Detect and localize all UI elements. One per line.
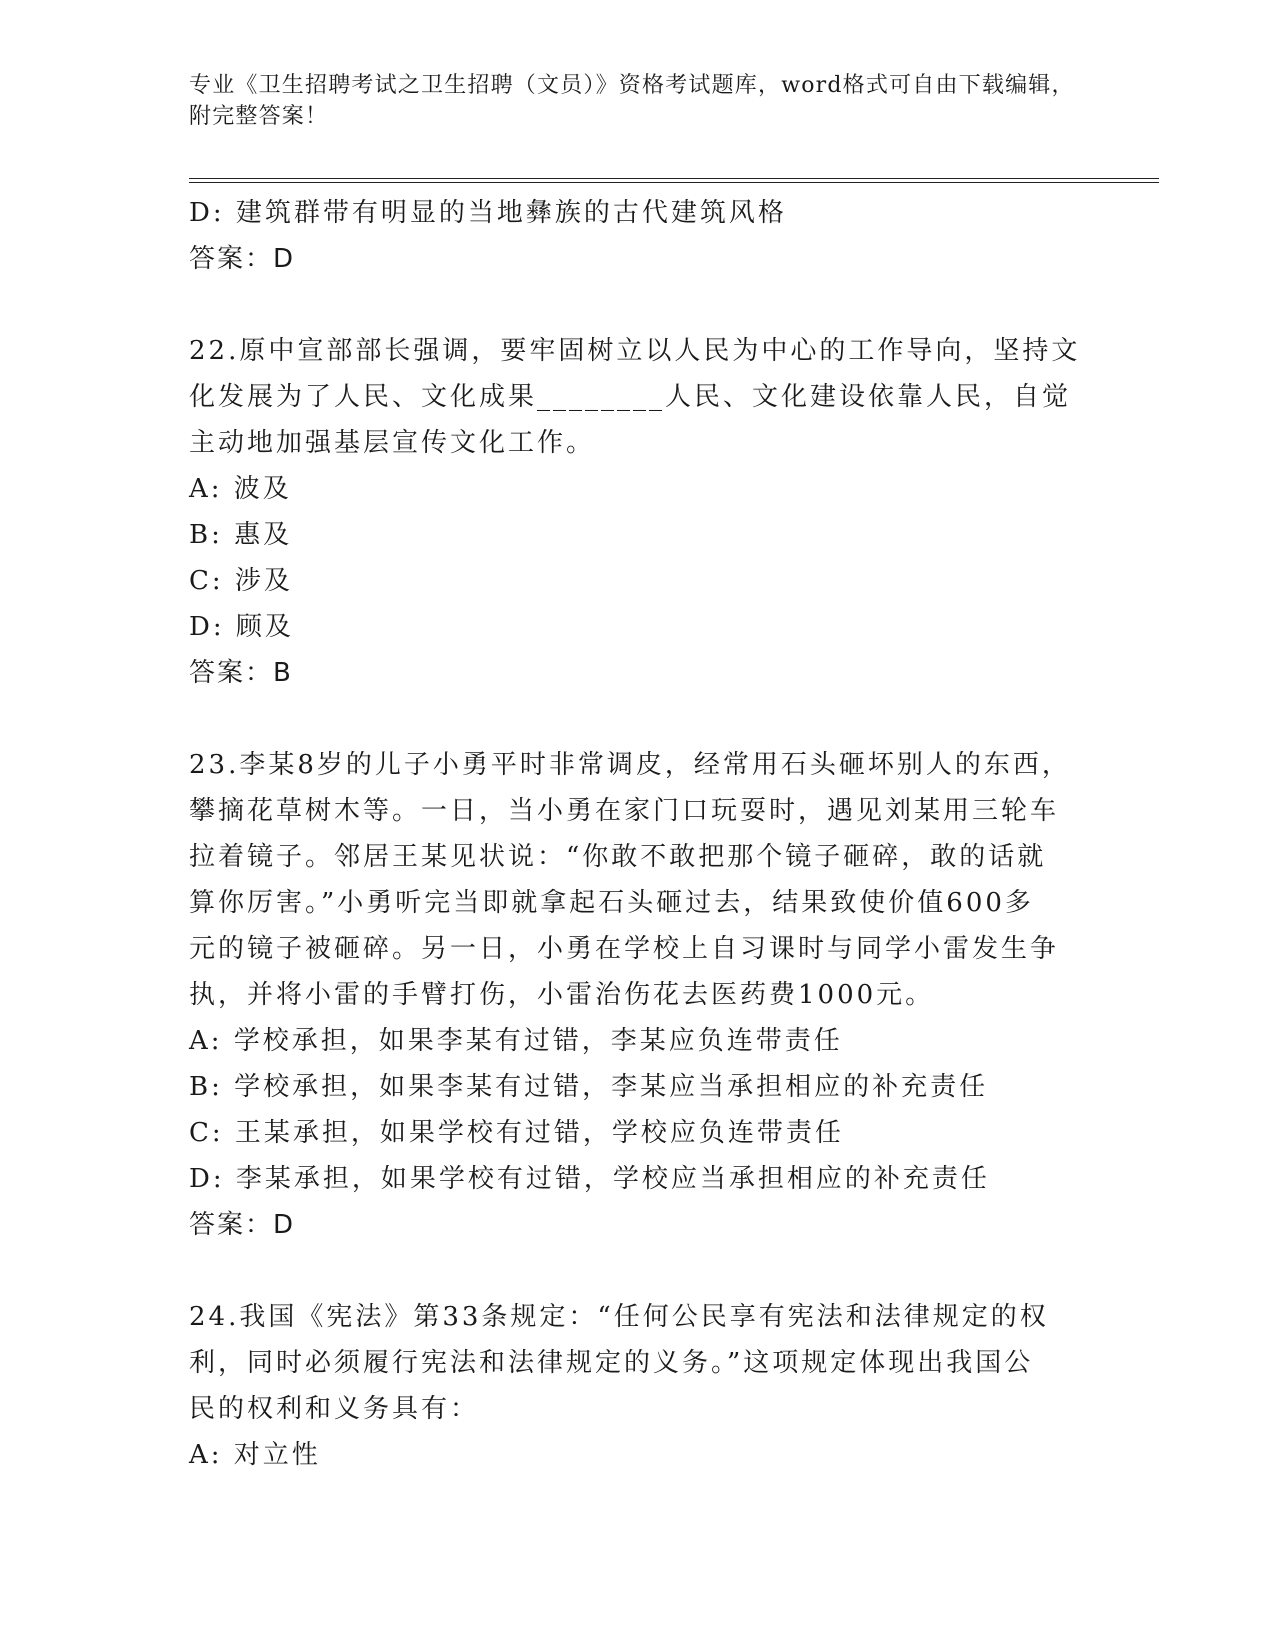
question-text: 算你厉害。”小勇听完当即就拿起石头砸过去，结果致使价值600多 xyxy=(189,888,1034,918)
question-text: 22.原中宣部部长强调，要牢固树立以人民为中心的工作导向，坚持文 xyxy=(189,336,1081,366)
question-text: 24.我国《宪法》第33条规定：“任何公民享有宪法和法律规定的权 xyxy=(189,1302,1049,1332)
option-d: D: 李某承担，如果学校有过错，学校应当承担相应的补充责任 xyxy=(189,1164,990,1194)
option-d: D: 顾及 xyxy=(189,612,294,642)
document-header: 专业《卫生招聘考试之卫生招聘（文员）》资格考试题库，word格式可自由下载编辑，附完整答案！ xyxy=(189,73,1075,129)
option-a: A: 波及 xyxy=(189,474,292,504)
question-text: 主动地加强基层宣传文化工作。 xyxy=(189,428,596,458)
question-text: 拉着镜子。邻居王某见状说：“你敢不敢把那个镜子砸碎，敢的话就 xyxy=(189,842,1047,872)
answer: 答案：D xyxy=(189,244,296,274)
question-content xyxy=(189,190,1089,1478)
question-text: 化发展为了人民、文化成果________人民、文化建设依靠人民，自觉 xyxy=(189,382,1072,412)
option-a: A: 对立性 xyxy=(189,1440,321,1470)
question-text: 民的权利和义务具有： xyxy=(189,1394,480,1424)
option-c: C: 涉及 xyxy=(189,566,293,596)
spacer xyxy=(189,696,1089,742)
question-text: 元的镜子被砸碎。另一日，小勇在学校上自习课时与同学小雷发生争 xyxy=(189,934,1060,964)
question-text: 利，同时必须履行宪法和法律规定的义务。”这项规定体现出我国公 xyxy=(189,1348,1034,1378)
answer: 答案：D xyxy=(189,1210,296,1240)
option-c: C: 王某承担，如果学校有过错，学校应负连带责任 xyxy=(189,1118,844,1148)
option-b: B: 学校承担，如果李某有过错，李某应当承担相应的补充责任 xyxy=(189,1072,989,1102)
header-divider xyxy=(189,178,1159,183)
question-24 xyxy=(189,1294,1089,1478)
answer: 答案：B xyxy=(189,658,293,688)
question-text: 执，并将小雷的手臂打伤，小雷治伤花去医药费1000元。 xyxy=(189,980,935,1010)
option-a: A: 学校承担，如果李某有过错，李某应负连带责任 xyxy=(189,1026,843,1056)
spacer xyxy=(189,1248,1089,1294)
question-text: 攀摘花草树木等。一日，当小勇在家门口玩耍时，遇见刘某用三轮车 xyxy=(189,796,1060,826)
spacer xyxy=(189,282,1089,328)
question-text: 23.李某8岁的儿子小勇平时非常调皮，经常用石头砸坏别人的东西， xyxy=(189,750,1071,780)
option-b: B: 惠及 xyxy=(189,520,293,550)
question-22 xyxy=(189,328,1089,696)
question-23 xyxy=(189,742,1089,1248)
option-d: D: 建筑群带有明显的当地彝族的古代建筑风格 xyxy=(189,198,787,228)
